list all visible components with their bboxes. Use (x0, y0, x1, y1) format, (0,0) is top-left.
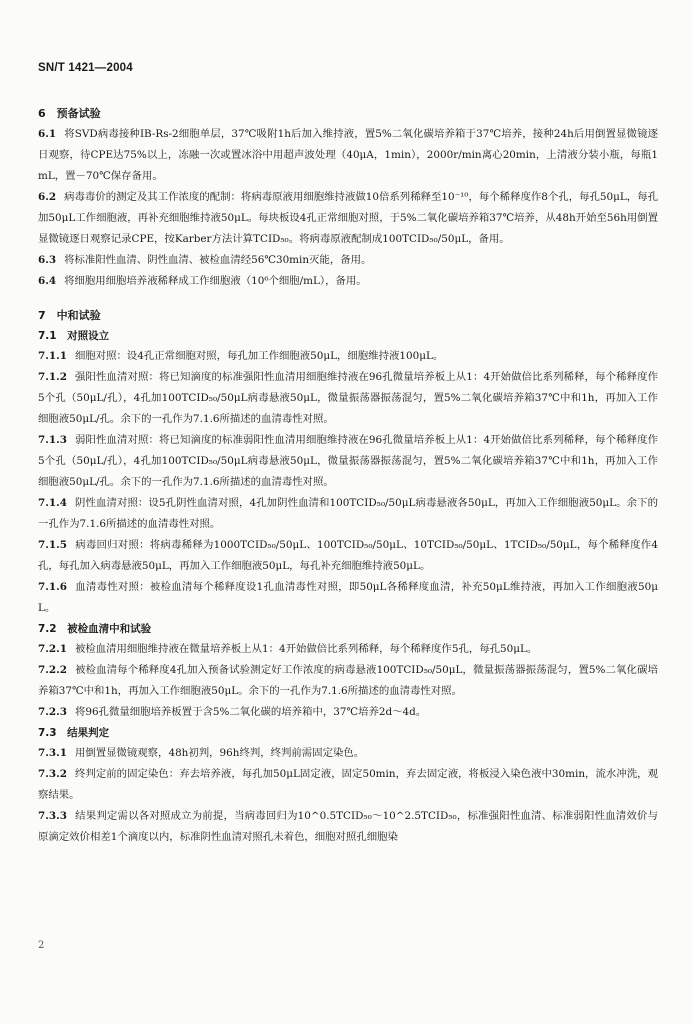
paragraph (38, 535, 658, 577)
paragraph (38, 367, 658, 430)
clause-text: 被检血清每个稀释度4孔加入预备试验测定好工作浓度的病毒悬液100TCID₅₀/50μL，微量振荡器振荡混匀，置5%二氧化碳培养箱37℃中和1h，再加入工作细胞液50μL。余下的一孔作为7.1.6所描述的血清毒性对照。 (38, 664, 658, 697)
clause-number: 7.1.6 (38, 581, 67, 593)
clause-text: 用倒置显微镜观察，48h初判，96h终判，终判前需固定染色。 (74, 747, 365, 759)
clause-text: 被检血清用细胞维持液在微量培养板上从1：4开始做倍比系列稀释，每个稀释度作5孔，每孔50μL。 (74, 643, 538, 655)
clause-number: 6.1 (38, 128, 57, 140)
clause-number: 6.3 (38, 254, 57, 266)
subsection-heading: 7.3 结果判定 (38, 727, 110, 739)
clause-text: 将细胞用细胞培养液稀释成工作细胞液（10⁶个细胞/mL），备用。 (64, 275, 367, 287)
standard-number-header: SN/T 1421—2004 (38, 62, 133, 74)
clause-number: 7.2.1 (38, 643, 67, 655)
clause-text: 将标准阳性血清、阴性血清、被检血清经56℃30min灭能，备用。 (64, 254, 372, 266)
clause-number: 6.4 (38, 275, 57, 287)
clause-text: 血清毒性对照：被检血清每个稀释度设1孔血清毒性对照，即50μL各稀释度血清，补充50μL维持液，再加入工作细胞液50μL。 (38, 581, 658, 614)
clause-text: 阴性血清对照：设5孔阴性血清对照，4孔加阴性血清和100TCID₅₀/50μL病毒悬液各50μL，再加入工作细胞液50μL。余下的一孔作为7.1.6所描述的血清毒性对照。 (38, 497, 658, 530)
paragraph (38, 250, 658, 271)
paragraph (38, 124, 658, 187)
paragraph (38, 743, 658, 764)
clause-number: 7.3.1 (38, 747, 67, 759)
clause-number: 7.1.1 (38, 350, 67, 362)
paragraph (38, 660, 658, 702)
clause-number: 7.2.2 (38, 664, 67, 676)
section-heading: 7 中和试验 (38, 309, 101, 322)
paragraph (38, 577, 658, 619)
paragraph (38, 493, 658, 535)
clause-number: 6.2 (38, 191, 57, 203)
clause-text: 结果判定需以各对照成立为前提，当病毒回归为10^0.5TCID₅₀～10^2.5TCID₅₀，标准强阳性血清、标准弱阳性血清效价与原滴定效价相差1个滴度以内，标准阴性血清对照孔未着色，细胞对照孔细胞染 (38, 810, 658, 843)
section-heading: 6 预备试验 (38, 107, 101, 120)
paragraph (38, 187, 658, 250)
paragraph (38, 271, 658, 292)
paragraph (38, 764, 658, 806)
clause-text: 将96孔微量细胞培养板置于含5%二氧化碳的培养箱中，37℃培养2d～4d。 (74, 706, 427, 718)
clause-number: 7.3.2 (38, 768, 67, 780)
clause-text: 将SVD病毒接种IB-Rs-2细胞单层，37℃吸附1h后加入维持液，置5%二氧化碳培养箱于37℃培养，接种24h后用倒置显微镜逐日观察，待CPE达75%以上，冻融一次或置冰浴中用超声波处理（40μA，1min），2000r/min离心20min，上清液分装小瓶，每瓶1mL，置－70℃保存备用。 (38, 128, 658, 182)
clause-number: 7.3.3 (38, 810, 67, 822)
clause-text: 终判定前的固定染色：弃去培养液，每孔加50μL固定液，固定50min，弃去固定液，将板浸入染色液中30min，流水冲洗，观察结果。 (38, 768, 658, 801)
clause-number: 7.1.2 (38, 371, 67, 383)
clause-number: 7.2.3 (38, 706, 67, 718)
clause-number: 7.1.5 (38, 539, 67, 551)
clause-number: 7.1.4 (38, 497, 67, 509)
paragraph (38, 702, 658, 723)
clause-number: 7.1.3 (38, 434, 67, 446)
clause-text: 病毒毒价的测定及其工作浓度的配制：将病毒原液用细胞维持液做10倍系列稀释至10⁻¹⁰，每个稀释度作8个孔，每孔50μL，每孔加50μL工作细胞液，再补充细胞维持液50μL。每块板设4孔正常细胞对照，于5%二氧化碳培养箱37℃培养，从48h开始至56h用倒置显微镜逐日观察记录CPE，按Karber方法计算TCID₅₀。将病毒原液配制成100TCID₅₀/50μL，备用。 (38, 191, 658, 245)
page-number: 2 (38, 940, 45, 951)
document-body (38, 104, 658, 848)
subsection-heading: 7.1 对照设立 (38, 330, 110, 342)
paragraph (38, 346, 658, 367)
paragraph (38, 806, 658, 848)
paragraph (38, 639, 658, 660)
paragraph (38, 430, 658, 493)
clause-text: 病毒回归对照：将病毒稀释为1000TCID₅₀/50μL、100TCID₅₀/50μL、10TCID₅₀/50μL、1TCID₅₀/50μL，每个稀释度作4孔，每孔加入病毒悬液50μL，再加入工作细胞液50μL，每孔补充细胞维持液50μL。 (38, 539, 658, 572)
clause-text: 弱阳性血清对照：将已知滴度的标准弱阳性血清用细胞维持液在96孔微量培养板上从1：4开始做倍比系列稀释，每个稀释度作5个孔（50μL/孔），4孔加100TCID₅₀/50μL病毒悬液50μL，微量振荡器振荡混匀，置5%二氧化碳培养箱37℃中和1h，再加入工作细胞液50μL/孔。余下的一孔作为7.1.6所描述的血清毒性对照。 (38, 434, 658, 488)
subsection-heading: 7.2 被检血清中和试验 (38, 623, 152, 635)
clause-text: 强阳性血清对照：将已知滴度的标准强阳性血清用细胞维持液在96孔微量培养板上从1：4开始做倍比系列稀释，每个稀释度作5个孔（50μL/孔），4孔加100TCID₅₀/50μL病毒悬液50μL，微量振荡器振荡混匀，置5%二氧化碳培养箱37℃中和1h，再加入工作细胞液50μL/孔。余下的一孔作为7.1.6所描述的血清毒性对照。 (38, 371, 658, 425)
clause-text: 细胞对照：设4孔正常细胞对照，每孔加工作细胞液50μL，细胞维持液100μL。 (74, 350, 444, 362)
